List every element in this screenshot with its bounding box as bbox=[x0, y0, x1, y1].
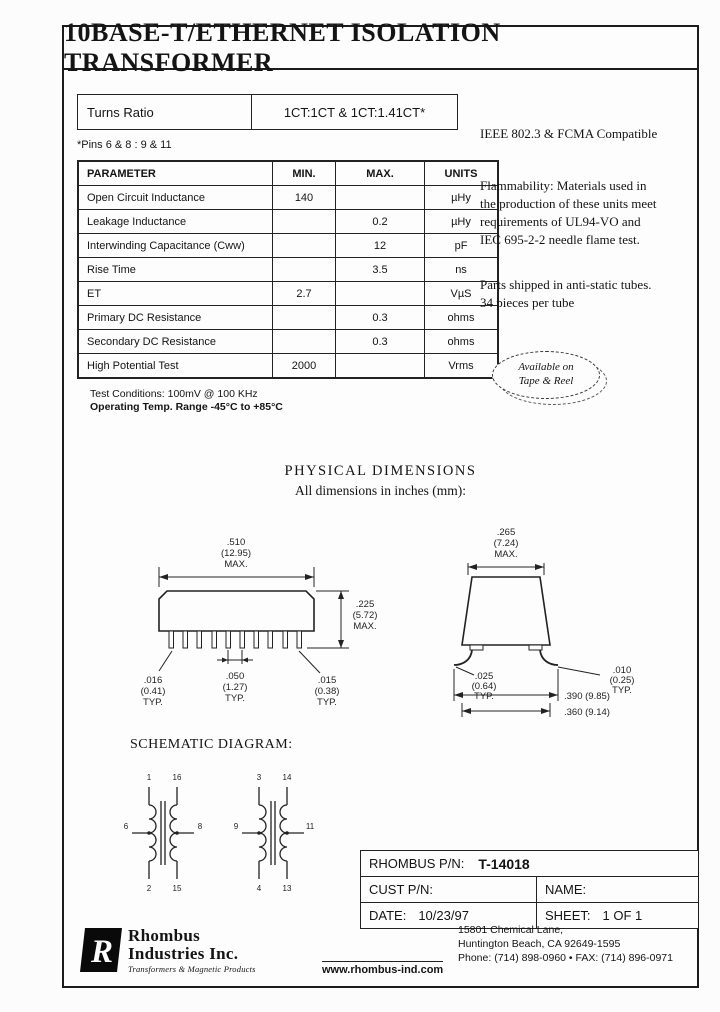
max-cell bbox=[336, 282, 425, 306]
min-cell bbox=[273, 234, 336, 258]
pin-label: 13 bbox=[282, 884, 292, 893]
side-lead-thickness-dim-mm: (0.25) bbox=[609, 675, 635, 686]
max-cell: 0.3 bbox=[336, 306, 425, 330]
spec-table bbox=[77, 160, 499, 379]
min-cell bbox=[273, 306, 336, 330]
front-width-dim-qual: MAX. bbox=[224, 559, 248, 570]
units-cell: Vrms bbox=[425, 354, 499, 379]
max-cell: 0.3 bbox=[336, 330, 425, 354]
document-frame bbox=[62, 17, 699, 988]
lead-pitch-dim-mm: (1.27) bbox=[222, 682, 248, 693]
company-name bbox=[128, 927, 256, 974]
side-lead-width-dim: .025 bbox=[474, 671, 494, 682]
pins-footnote: *Pins 6 & 8 : 9 & 11 bbox=[77, 139, 172, 151]
website-link[interactable]: www.rhombus-ind.com bbox=[322, 961, 443, 976]
pin-label: 2 bbox=[146, 884, 152, 893]
test-conditions-note: Test Conditions: 100mV @ 100 KHz bbox=[90, 388, 258, 400]
min-cell bbox=[273, 330, 336, 354]
badge-ellipse bbox=[492, 351, 600, 399]
param-cell: Primary DC Resistance bbox=[78, 306, 273, 330]
sheet-label: SHEET: bbox=[545, 908, 591, 923]
schematic-drawing bbox=[104, 767, 339, 917]
span-outer-dim: .390 (9.85) bbox=[564, 691, 610, 702]
company-line1: Rhombus bbox=[128, 926, 201, 945]
param-cell: Secondary DC Resistance bbox=[78, 330, 273, 354]
pin-label: 1 bbox=[146, 773, 152, 782]
spec-row bbox=[78, 306, 498, 330]
rhombus-pn-label: RHOMBUS P/N: bbox=[369, 856, 465, 871]
max-cell bbox=[336, 186, 425, 210]
max-cell bbox=[336, 354, 425, 379]
units-cell: VµS bbox=[425, 282, 499, 306]
tap-label: 9 bbox=[233, 822, 239, 831]
min-cell: 2000 bbox=[273, 354, 336, 379]
pin-label: 14 bbox=[282, 773, 292, 782]
param-cell: Leakage Inductance bbox=[78, 210, 273, 234]
max-cell: 12 bbox=[336, 234, 425, 258]
turns-ratio-value: 1CT:1CT & 1CT:1.41CT* bbox=[283, 104, 426, 120]
lead-width-dim-qual: TYP. bbox=[143, 697, 163, 708]
tap-label: 8 bbox=[197, 822, 203, 831]
tap-label: 11 bbox=[305, 822, 315, 831]
header-max: MAX. bbox=[336, 161, 425, 186]
side-depth-dim-qual: MAX. bbox=[494, 549, 518, 560]
header-min: MIN. bbox=[273, 161, 336, 186]
lead-pitch-dim: .050 bbox=[225, 671, 245, 682]
min-cell: 2.7 bbox=[273, 282, 336, 306]
front-height-dim-mm: (5.72) bbox=[352, 610, 378, 621]
phone-fax-line: Phone: (714) 898-0960 • FAX: (714) 896-0971 bbox=[458, 952, 673, 965]
spec-row bbox=[78, 330, 498, 354]
header-units: UNITS bbox=[425, 161, 499, 186]
param-cell: Rise Time bbox=[78, 258, 273, 282]
operating-temp-note: Operating Temp. Range -45°C to +85°C bbox=[90, 401, 283, 413]
max-cell: 0.2 bbox=[336, 210, 425, 234]
address-line2: Huntington Beach, CA 92649-1595 bbox=[458, 938, 621, 951]
date-label: DATE: bbox=[369, 908, 407, 923]
lead-width-dim: .016 bbox=[143, 675, 163, 686]
schematic-heading: SCHEMATIC DIAGRAM: bbox=[130, 737, 293, 752]
lead-thickness-dim-mm: (0.38) bbox=[314, 686, 340, 697]
side-view-drawing bbox=[426, 523, 671, 738]
front-view-drawing bbox=[119, 533, 389, 725]
turns-ratio-label: Turns Ratio bbox=[78, 95, 252, 129]
tap-label: 6 bbox=[123, 822, 129, 831]
side-depth-dim: .265 bbox=[496, 527, 516, 538]
compliance-note: IEEE 802.3 & FCMA Compatible bbox=[480, 126, 658, 141]
badge-line1: Available on bbox=[518, 361, 574, 374]
header-parameter: PARAMETER bbox=[78, 161, 273, 186]
lead-thickness-dim-qual: TYP. bbox=[317, 697, 337, 708]
min-cell bbox=[273, 258, 336, 282]
param-cell: ET bbox=[78, 282, 273, 306]
pin-label: 16 bbox=[172, 773, 182, 782]
rhombus-pn-row bbox=[361, 851, 698, 877]
side-lead-width-dim-mm: (0.64) bbox=[471, 681, 497, 692]
spec-row bbox=[78, 258, 498, 282]
badge-line2: Tape & Reel bbox=[518, 375, 574, 387]
front-width-dim: .510 bbox=[226, 537, 246, 548]
cust-pn-label: CUST P/N: bbox=[369, 882, 434, 897]
units-cell: ohms bbox=[425, 306, 499, 330]
spec-row bbox=[78, 234, 498, 258]
lead-width-dim-mm: (0.41) bbox=[140, 686, 166, 697]
front-width-dim-mm: (12.95) bbox=[220, 548, 252, 559]
name-label: NAME: bbox=[545, 882, 587, 897]
pin-label: 15 bbox=[172, 884, 182, 893]
units-cell: ohms bbox=[425, 330, 499, 354]
physical-dimensions-heading: PHYSICAL DIMENSIONS bbox=[284, 463, 477, 479]
units-cell: ns bbox=[425, 258, 499, 282]
param-cell: Open Circuit Inductance bbox=[78, 186, 273, 210]
date-value: 10/23/97 bbox=[418, 908, 469, 923]
units-cell: µHy bbox=[425, 186, 499, 210]
company-address bbox=[458, 923, 673, 965]
page-title: 10BASE-T/ETHERNET ISOLATION TRANSFORMER bbox=[64, 27, 697, 70]
side-lead-thickness-dim: .010 bbox=[612, 665, 632, 676]
units-cell: pF bbox=[425, 234, 499, 258]
company-tagline: Transformers & Magnetic Products bbox=[128, 963, 256, 974]
company-line2: Industries Inc. bbox=[128, 943, 239, 963]
min-cell bbox=[273, 210, 336, 234]
lead-thickness-dim: .015 bbox=[317, 675, 337, 686]
side-lead-width-dim-qual: TYP. bbox=[474, 691, 494, 702]
param-cell: Interwinding Capacitance (Cww) bbox=[78, 234, 273, 258]
tape-reel-badge bbox=[492, 351, 612, 409]
spec-row bbox=[78, 354, 498, 379]
dimensions-subheading: All dimensions in inches (mm): bbox=[295, 483, 466, 498]
spec-header-row bbox=[78, 161, 498, 186]
side-depth-dim-mm: (7.24) bbox=[493, 538, 519, 549]
rhombus-pn-value: T-14018 bbox=[478, 855, 530, 872]
front-height-dim: .225 bbox=[355, 599, 375, 610]
rhombus-logo bbox=[78, 926, 124, 974]
shipping-note: Parts shipped in anti-static tubes. 34 pieces per tube bbox=[480, 277, 652, 310]
title-block bbox=[360, 850, 698, 929]
cust-name-row bbox=[361, 877, 698, 903]
min-cell: 140 bbox=[273, 186, 336, 210]
front-view-pins bbox=[169, 631, 302, 648]
turns-ratio-table bbox=[77, 94, 458, 130]
span-inner-dim: .360 (9.14) bbox=[564, 707, 610, 718]
address-line1: 15801 Chemical Lane, bbox=[458, 924, 564, 936]
svg-text:R: R bbox=[90, 934, 114, 970]
lead-pitch-dim-qual: TYP. bbox=[225, 693, 245, 704]
spec-row bbox=[78, 186, 498, 210]
spec-row bbox=[78, 282, 498, 306]
pin-label: 4 bbox=[256, 884, 262, 893]
units-cell: µHy bbox=[425, 210, 499, 234]
spec-row bbox=[78, 210, 498, 234]
front-height-dim-qual: MAX. bbox=[353, 621, 377, 632]
sheet-value: 1 OF 1 bbox=[602, 908, 643, 923]
max-cell: 3.5 bbox=[336, 258, 425, 282]
flammability-note: Flammability: Materials used in the production of these units meet requirements of UL94-VO and IEC 695-2-2 needle flame test. bbox=[480, 178, 657, 247]
param-cell: High Potential Test bbox=[78, 354, 273, 379]
side-lead-thickness-dim-qual: TYP. bbox=[612, 685, 632, 696]
pin-label: 3 bbox=[256, 773, 262, 782]
